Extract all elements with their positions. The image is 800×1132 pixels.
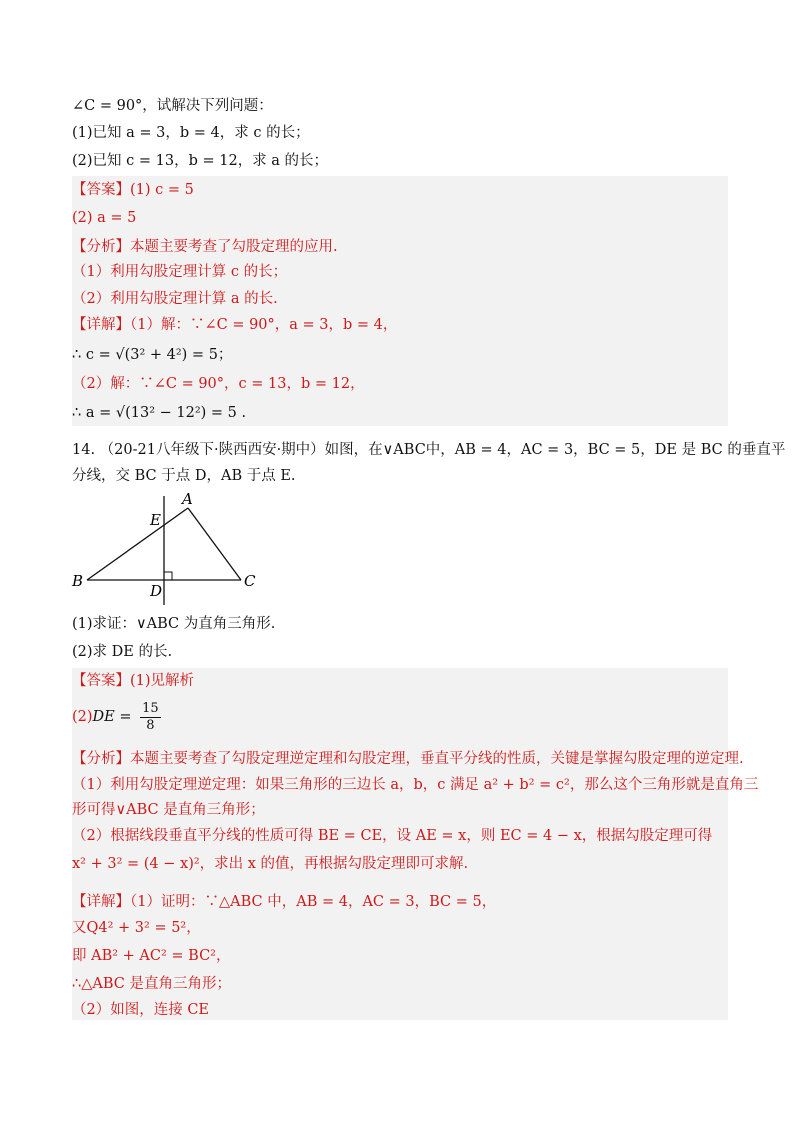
q14-stem-1: 14. （20-21八年级下·陕西西安·期中）如图，在∨ABC中，AB = 4，AC = 3，BC = 5，DE 是 BC 的垂直平 [72,442,786,458]
label-c: C [244,572,256,590]
q14-analysis: 【分析】本题主要考查了勾股定理逆定理和勾股定理，垂直平分线的性质，关键是掌握勾股定理的逆定理. [72,751,744,767]
q13-answer-2: (2) a = 5 [72,210,137,226]
q14-detail-1: 【详解】（1）证明：∵△ABC 中，AB = 4，AC = 3，BC = 5， [72,894,497,910]
q14-detail-5: （2）如图，连接 CE [72,1002,210,1018]
q13-detail-2: ∴ c = √(3² + 4²) = 5； [72,347,233,363]
label-a: A [182,490,193,508]
side-ac [188,508,241,580]
answer-2-prefix: (2) [72,709,93,725]
q13-detail-3: （2）解：∵∠C = 90°，c = 13，b = 12， [72,376,365,392]
answer-2-lhs: DE = [92,709,132,725]
label-b: B [72,572,84,590]
q13-part1: (1)已知 a = 3，b = 4，求 c 的长； [72,125,310,141]
q13-part2: (2)已知 c = 13，b = 12，求 a 的长； [72,153,329,169]
q14-question-2: (2)求 DE 的长. [72,644,173,660]
q14-detail-3: 即 AB² + AC² = BC²， [72,948,231,964]
q14-detail-2: 又Q4² + 3² = 5²， [72,920,201,936]
q13-detail-4: ∴ a = √(13² − 12²) = 5 . [72,405,247,421]
q14-analysis-2b: x² + 3² = (4 − x)²，求出 x 的值，再根据勾股定理即可求解. [72,856,469,872]
q13-answer-1 [72,180,194,200]
q14-analysis-1a: （1）利用勾股定理逆定理：如果三角形的三边长 a，b，c 满足 a² + b² = c²，那么这个三角形就是直角三 [72,777,759,793]
answer-1-text: (1) c = 5 [130,182,194,198]
q14-analysis-1b: 形可得∨ABC 是直角三角形； [72,802,265,818]
q13-analysis-1: （1）利用勾股定理计算 c 的长； [72,264,288,280]
answer-2-fraction [140,701,161,734]
q13-analysis: 【分析】本题主要考查了勾股定理的应用. [72,239,338,255]
q14-analysis-2a: （2）根据线段垂直平分线的性质可得 BE = CE，设 AE = x，则 EC = 4 − x，根据勾股定理可得 [72,828,713,844]
q14-answer-2 [72,700,161,734]
answer-tag: 【答案】 [72,182,130,198]
right-angle-mark [164,572,172,580]
q14-answer-1: 【答案】(1)见解析 [72,673,195,689]
q14-question-1: (1)求证：∨ABC 为直角三角形. [72,616,276,632]
q14-stem-2: 分线，交 BC 于点 D，AB 于点 E. [72,468,296,484]
label-d: D [150,582,163,600]
fraction-numerator: 15 [142,700,159,716]
side-ab [87,508,188,580]
q14-detail-4: ∴△ABC 是直角三角形； [72,976,231,992]
q13-intro: ∠C = 90°，试解决下列问题： [72,98,273,114]
fraction-denominator: 8 [146,717,155,733]
triangle-figure [66,490,266,612]
q13-analysis-2: （2）利用勾股定理计算 a 的长. [72,291,278,307]
q13-detail-1: 【详解】（1）解：∵∠C = 90°，a = 3，b = 4， [72,317,398,333]
label-e: E [150,511,161,529]
